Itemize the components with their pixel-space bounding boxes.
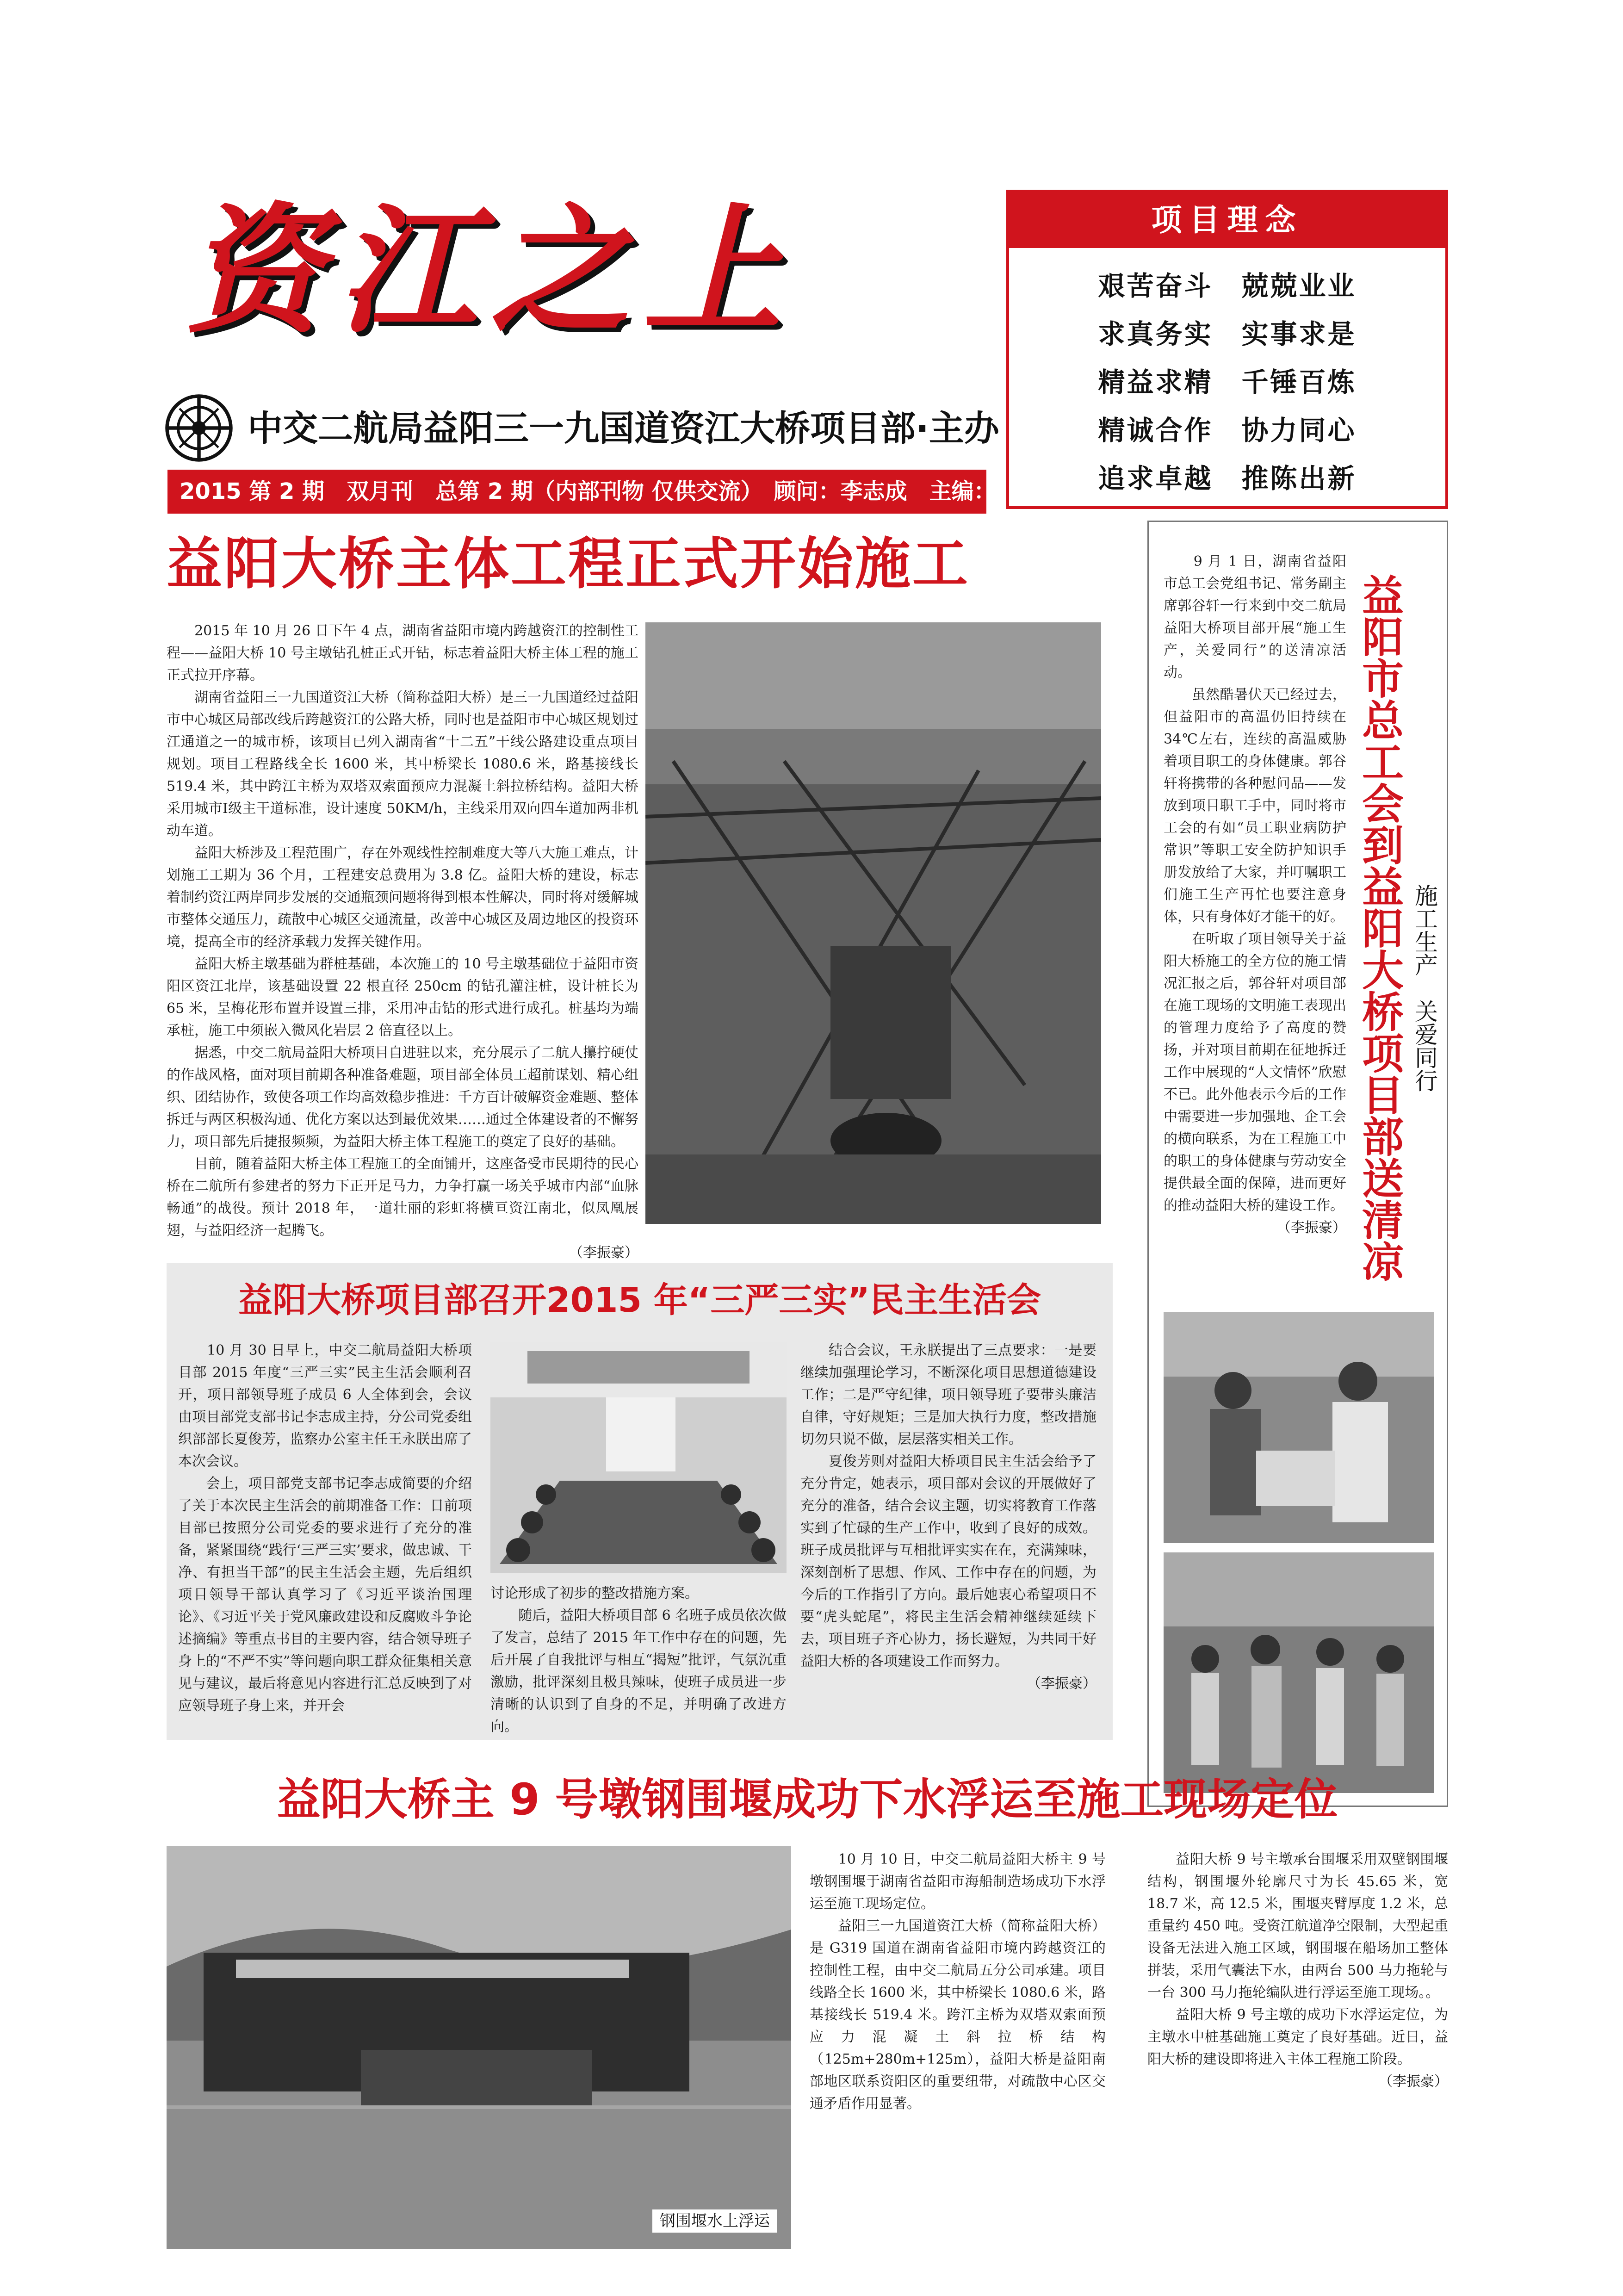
construction-site-photo <box>645 622 1101 1224</box>
article2-headline: 益阳大桥项目部召开2015 年“三严三实”民主生活会 <box>238 1280 1041 1320</box>
philosophy-list <box>1009 262 1445 503</box>
article3-headline: 益阳大桥主 9 号墩钢围堰成功下水浮运至施工现场定位 <box>277 1775 1338 1825</box>
article1-headline: 益阳大桥主体工程正式开始施工 <box>167 532 970 596</box>
philosophy-item: 艰苦奋斗 兢兢业业 <box>1098 270 1357 302</box>
meeting-photo <box>490 1342 787 1573</box>
article3-signature: （李振豪） <box>1379 2073 1448 2090</box>
project-philosophy-box <box>1006 190 1448 509</box>
article3-column-2 <box>1147 1849 1448 2093</box>
article3-text-col1: 10 月 10 日，中交二航局益阳大桥主 9 号墩钢围堰于湖南省益阳市海船制造场成功下水浮运至施工现场定位。 益阳三一九国道资江大桥（简称益阳大桥）是 G319 国道在湖南省益阳市境内跨越资江的控制性工程，由中交二航局五分公司承建。项目线路全长 1600 米，其中桥梁长 1080.6 米，路基接线长 519.4 米。跨江主桥为双塔双索面预应力混凝土斜拉桥结构（125m+280m+125m），益阳大桥是益阳南部地区联系资阳区的重要纽带，对疏散中心区交通矛盾作用显著。 <box>810 1851 1106 2112</box>
philosophy-item: 追求卓越 推陈出新 <box>1098 463 1357 494</box>
article2-column-3 <box>800 1340 1096 1695</box>
article2-column-2 <box>490 1582 787 1738</box>
sidebar-subheadline: 施工生产 关爱同行 <box>1411 884 1438 1092</box>
philosophy-item: 求真务实 实事求是 <box>1098 318 1357 350</box>
company-logo-icon <box>164 393 234 463</box>
sidebar-headline: 益阳市总工会到益阳大桥项目部送清凉 <box>1355 574 1403 1282</box>
sponsor-line: 中交二航局益阳三一九国道资江大桥项目部·主办 <box>248 408 999 449</box>
article3-column-1 <box>810 1849 1106 2115</box>
photo-caption: 钢围堰水上浮运 <box>652 2209 777 2233</box>
meeting-photo-graphic <box>490 1342 787 1573</box>
article1-body <box>167 620 638 1264</box>
sidebar-body <box>1164 551 1346 1239</box>
philosophy-item: 精益求精 千锤百炼 <box>1098 366 1357 398</box>
article2-signature: （李振豪） <box>1027 1675 1096 1692</box>
visit-photo-graphic <box>1164 1552 1434 1793</box>
article2-text-col3: 结合会议，王永朕提出了三点要求：一是要继续加强理论学习，不断深化项目思想道德建设工作；二是严守纪律，项目领导班子要带头廉洁自律，守好规矩；三是加大执行力度，整改措施切勿只说不做，层层落实相关工作。 夏俊芳则对益阳大桥项目民主生活会给予了充分肯定，她表示，项目部对会议的开展做好了充分的准备，结合会议主题，切实将教育工作落实到了忙碌的生产工作中，收到了良好的成效。班子成员批评与互相批评实实在在，充满辣味，深刻剖析了思想、作风、工作中存在的问题，为今后的工作指引了方向。最后她衷心希望项目不要“虎头蛇尾”，将民主生活会精神继续延续下去，项目班子齐心协力，扬长避短，为共同干好益阳大桥的各项建设工作而努力。 <box>800 1342 1096 1669</box>
sidebar-text: 9 月 1 日，湖南省益阳市总工会党组书记、常务副主席郭谷轩一行来到中交二航局益阳大桥项目部开展“施工生产，关爱同行”的送清凉活动。 虽然酷暑伏天已经过去，但益阳市的高温仍旧持续在 34℃左右，连续的高温威胁着项目职工的身体健康。郭谷轩将携带的各种慰问品——发放到项目职工手中，同时将市工会的有如“员工职业病防护常识”等职工安全防护知识手册发放给了大家，并叮嘱职工们施工生产再忙也要注意身体，只有身体好才能干的好。 在听取了项目领导关于益阳大桥施工的全方位的施工情况汇报之后，郭谷轩对项目部在施工现场的文明施工表现出的管理力度给予了高度的赞扬，并对项目前期在征地拆迁工作中展现的“人文情怀”欣慰不已。此外他表示今后的工作中需要进一步加强地、企工会的横向联系，为在工程施工中的职工的身体健康与劳动安全提供最全面的保障，进而更好的推动益阳大桥的建设工作。 <box>1164 553 1346 1214</box>
article3-text-col2: 益阳大桥 9 号主墩承台围堰采用双壁钢围堰结构，钢围堰外轮廓尺寸为长 45.65 米，宽 18.7 米，高 12.5 米，围堰夹臂厚度 1.2 米，总重量约 450 吨。受资江航道净空限制，大型起重设备无法进入施工区域，钢围堰在船场加工整体拼装，采用气囊法下水，由两台 500 马力拖轮与一台 300 马力拖轮编队进行浮运至施工现场。。 益阳大桥 9 号主墩的成功下水浮运定位，为主墩水中桩基础施工奠定了良好基础。近日，益阳大桥的建设即将进入主体工程施工阶段。 <box>1147 1851 1448 2067</box>
article2-column-1 <box>178 1340 472 1717</box>
article2-text-col2: 讨论形成了初步的整改措施方案。 随后，益阳大桥项目部 6 名班子成员依次做了发言，总结了 2015 年工作中存在的问题，先后开展了自我批评与相互“揭短”批评，气氛沉重激励，批评深刻且极具辣味，使班子成员进一步清晰的认识到了自身的不足，并明确了改进方向。 <box>490 1585 787 1735</box>
masthead-title: 资江之上 <box>185 189 796 352</box>
issue-info-bar: 2015 第 2 期 双月刊 总第 2 期（内部刊物 仅供交流） 顾问：李志成 主编：李振豪 <box>167 470 986 514</box>
philosophy-item: 精诚合作 协力同心 <box>1098 415 1357 446</box>
cofferdam-photo-graphic <box>167 1846 791 2249</box>
article1-text: 2015 年 10 月 26 日下午 4 点，湖南省益阳市境内跨越资江的控制性工程——益阳大桥 10 号主墩钻孔桩正式开钻，标志着益阳大桥主体工程的施工正式拉开序幕。 湖南省益阳三一九国道资江大桥（简称益阳大桥）是三一九国道经过益阳市中心城区局部改线后跨越资江的公路大桥，同时也是益阳市中心城区规划过江通道之一的城市桥，该项目已列入湖南省“十二五”干线公路建设重点项目规划。项目工程路线全长 1600 米，其中桥梁长 1080.6 米，路基接线长 519.4 米，其中跨江主桥为双塔双索面预应力混凝土斜拉桥结构。益阳大桥采用城市Ⅰ级主干道标准，设计速度 50KM/h，主线采用双向四车道加两非机动车道。 益阳大桥涉及工程范围广，存在外观线性控制难度大等八大施工难点，计划施工工期为 36 个月，工程建安总费用为 3.8 亿。益阳大桥的建设，标志着制约资江两岸同步发展的交通瓶颈问题将得到根本性解决，同时将对缓解城市整体交通压力，疏散中心城区交通流量，改善中心城区及周边地区的投资环境，提高全市的经济承载力发挥关键作用。 益阳大桥主墩基础为群桩基础，本次施工的 10 号主墩基础位于益阳市资阳区资江北岸，该基础设置 22 根直径 250cm 的钻孔灌注桩，设计桩长为 65 米，呈梅花形布置并设置三排，采用冲击钻的形式进行成孔。桩基均为端承桩，施工中须嵌入微风化岩层 2 倍直径以上。 据悉，中交二航局益阳大桥项目自进驻以来，充分展示了二航人攥拧硬仗的作战风格，面对项目前期各种准备难题，项目部全体员工超前谋划、精心组织、团结协作，致使各项工作均高效稳步推进：千方百计破解资金难题、整体拆迁与两区积极沟通、优化方案以达到最优效果……通过全体建设者的不懈努力，项目部先后捷报频频，为益阳大桥主体工程施工的奠定了良好的基础。 目前，随着益阳大桥主体工程施工的全面铺开，这座备受市民期待的民心桥在二航所有参建者的努力下正开足马力，力争打赢一场关乎城市内部“血脉畅通”的战役。预计 2018 年，一道壮丽的彩虹将横亘资江南北，似凤凰展翅，与益阳经济一起腾飞。 <box>167 623 638 1239</box>
article1-signature: （李振豪） <box>569 1245 638 1261</box>
cofferdam-floating-photo <box>167 1846 791 2249</box>
philosophy-title: 项目理念 <box>1009 192 1445 248</box>
condolence-visit-photo-2 <box>1164 1552 1434 1793</box>
construction-photo-graphic <box>645 622 1101 1224</box>
condolence-visit-photo-1 <box>1164 1312 1434 1543</box>
sidebar-signature: （李振豪） <box>1277 1220 1346 1236</box>
visit-photo-graphic <box>1164 1312 1434 1543</box>
article2-text-col1: 10 月 30 日早上，中交二航局益阳大桥项目部 2015 年度“三严三实”民主生活会顺利召开，项目部领导班子成员 6 人全体到会，会议由项目部党支部书记李志成主持，分公司党委组织部部长夏俊芳，监察办公室主任王永朕出席了本次会议。 会上，项目部党支部书记李志成简要的介绍了关于本次民主生活会的前期准备工作：日前项目部已按照分公司党委的要求进行了充分的准备，紧紧围绕“践行‘三严三实’要求，做忠诚、干净、有担当干部”的民主生活会主题，先后组织项目领导干部认真学习了《习近平谈治国理论》、《习近平关于党风廉政建设和反腐败斗争论述摘编》等重点书目的主要内容，结合领导班子身上的“不严不实”等问题向职工群众征集相关意见与建议，最后将意见内容进行汇总反映到了对应领导班子身上来，并开会 <box>178 1342 472 1714</box>
